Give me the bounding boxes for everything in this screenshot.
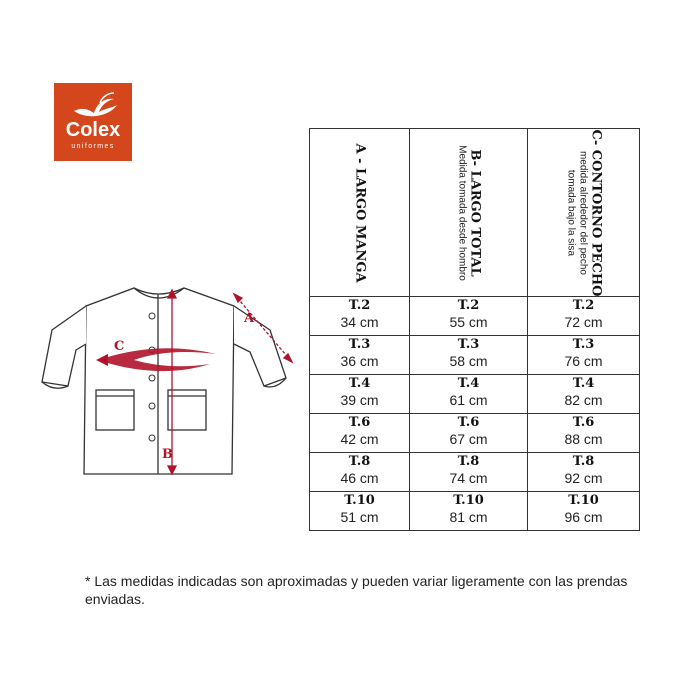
measurement-value: 88 cm	[564, 431, 603, 447]
table-cell	[528, 453, 640, 492]
size-label: T.8	[457, 454, 480, 469]
size-label: T.2	[457, 298, 480, 313]
size-label: T.10	[344, 493, 375, 508]
label-a: A	[244, 311, 255, 326]
size-label: T.6	[572, 415, 595, 430]
table-cell	[528, 375, 640, 414]
bird-icon	[54, 83, 132, 123]
size-table	[309, 128, 640, 531]
size-label: T.4	[348, 376, 371, 391]
table-cell	[528, 336, 640, 375]
size-label: T.3	[572, 337, 595, 352]
size-label: T.3	[348, 337, 371, 352]
measurement-value: 72 cm	[564, 314, 603, 330]
button-dot	[149, 375, 155, 381]
table-cell	[528, 414, 640, 453]
table-cell	[410, 375, 528, 414]
table-cell	[310, 297, 410, 336]
header-c-note-1: medida alrededor del pecho	[577, 150, 588, 275]
label-c: C	[114, 339, 125, 354]
label-b: B	[162, 447, 173, 462]
size-label: T.6	[457, 415, 480, 430]
button-dot	[149, 403, 155, 409]
measurement-value: 51 cm	[340, 509, 379, 525]
header-a	[310, 129, 410, 297]
table-cell	[410, 297, 528, 336]
size-label: T.2	[572, 298, 595, 313]
measurement-value: 96 cm	[564, 509, 603, 525]
brand-logo	[54, 83, 132, 161]
button-dot	[149, 435, 155, 441]
header-a-title: A - LARGO MANGA	[352, 142, 367, 283]
measurement-value: 74 cm	[449, 470, 488, 486]
table-cell	[410, 414, 528, 453]
measurement-value: 46 cm	[340, 470, 379, 486]
table-cell	[528, 492, 640, 531]
measurement-value: 81 cm	[449, 509, 488, 525]
measurement-value: 82 cm	[564, 392, 603, 408]
measurement-value: 39 cm	[340, 392, 379, 408]
measurement-value: 55 cm	[449, 314, 488, 330]
measurement-value: 42 cm	[340, 431, 379, 447]
header-b	[410, 129, 528, 297]
size-label: T.8	[348, 454, 371, 469]
table-cell	[310, 414, 410, 453]
table-cell	[410, 336, 528, 375]
header-b-title: B- LARGO TOTAL	[467, 148, 482, 277]
table-row	[310, 336, 640, 375]
header-c-note-2: tomada bajo la sisa	[565, 169, 576, 256]
table-cell	[310, 492, 410, 531]
table-cell	[410, 492, 528, 531]
table-row	[310, 297, 640, 336]
header-c-title: C- CONTORNO PECHO	[588, 129, 603, 296]
brand-tagline: uniformes	[71, 143, 115, 150]
table-row	[310, 414, 640, 453]
garment-diagram	[38, 278, 300, 478]
table-header-row	[310, 129, 640, 297]
measurement-value: 36 cm	[340, 353, 379, 369]
size-label: T.4	[457, 376, 480, 391]
measurement-value: 34 cm	[340, 314, 379, 330]
size-label: T.10	[453, 493, 484, 508]
footnote: * Las medidas indicadas son aproximadas y pueden variar ligeramente con las prendas enviadas.	[85, 573, 628, 607]
size-label: T.4	[572, 376, 595, 391]
measurement-value: 76 cm	[564, 353, 603, 369]
table-cell	[310, 375, 410, 414]
table-row	[310, 492, 640, 531]
brand-name: Colex	[65, 119, 121, 141]
header-c	[528, 129, 640, 297]
size-label: T.8	[572, 454, 595, 469]
button-dot	[149, 313, 155, 319]
table-row	[310, 453, 640, 492]
table-cell	[310, 336, 410, 375]
measurement-value: 92 cm	[564, 470, 603, 486]
measurement-value: 61 cm	[449, 392, 488, 408]
size-label: T.2	[348, 298, 371, 313]
size-label: T.6	[348, 415, 371, 430]
size-label: T.10	[568, 493, 599, 508]
measurement-value: 67 cm	[449, 431, 488, 447]
table-row	[310, 375, 640, 414]
size-label: T.3	[457, 337, 480, 352]
header-b-note: Medida tomada desde hombro	[456, 144, 467, 281]
table-cell	[410, 453, 528, 492]
table-cell	[528, 297, 640, 336]
measurement-value: 58 cm	[449, 353, 488, 369]
table-cell	[310, 453, 410, 492]
